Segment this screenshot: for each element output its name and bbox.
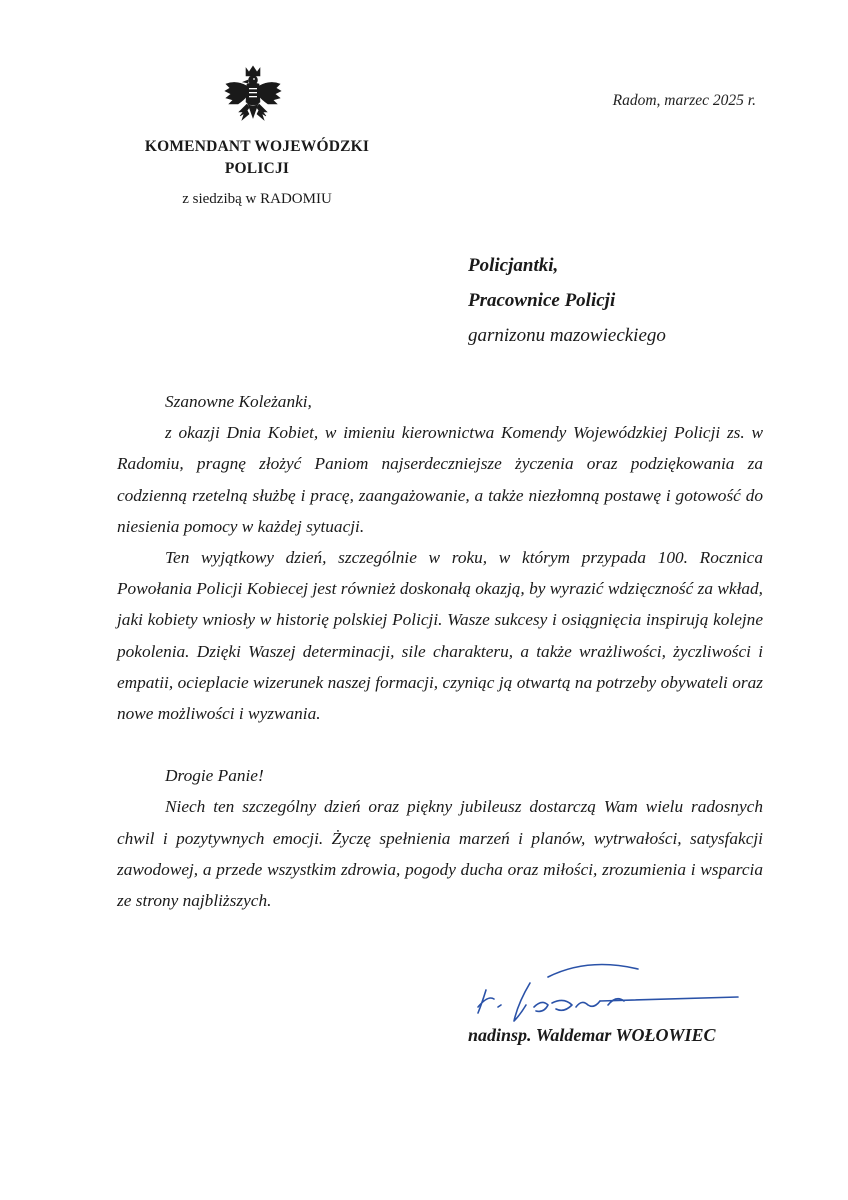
- addressee-line-1: Policjantki,: [468, 255, 559, 276]
- signer-name: nadinsp. Waldemar WOŁOWIEC: [468, 1025, 716, 1045]
- addressee-line-3: garnizonu mazowieckiego: [468, 325, 666, 346]
- polish-eagle-icon: [222, 64, 284, 132]
- issuer-subtitle: z siedzibą w RADOMIU: [182, 191, 332, 207]
- addressee-line-2: Pracownice Policji: [468, 290, 616, 311]
- salutation-2: Drogie Panie!: [165, 766, 264, 786]
- place-and-date: Radom, marzec 2025 r.: [612, 92, 756, 109]
- letter-body: [117, 386, 763, 916]
- issuer-title: KOMENDANT WOJEWÓDZKI POLICJI: [144, 138, 370, 177]
- handwritten-signature: [468, 955, 758, 1025]
- paragraph-3: Niech ten szczególny dzień oraz piękny jubileusz dostarczą Wam wielu radosnych chwil i pozytywnych emocji. Życzę spełnienia marzeń i planów, wytrwałości, satysfakcji zawodowej, a przede wszystkim zdrowia, pogody ducha oraz miłości, zrozumienia i wsparcia ze strony najbliższych.: [117, 797, 763, 911]
- paragraph-2: Ten wyjątkowy dzień, szczególnie w roku, w którym przypada 100. Rocznica Powołania Policji Kobiecej jest również doskonałą okazją, by wyrazić wdzięczność za wkład, jaki kobiety wniosły w historię polskiej Policji. Wasze sukcesy i osiągnięcia inspirują kolejne pokolenia. Dzięki Waszej determinacji, sile charakteru, a także wrażliwości, życzliwości i empatii, ocieplacie wizerunek naszej formacji, czyniąc ją otwartą na potrzeby obywateli oraz nowe możliwości i wyzwania.: [117, 548, 763, 724]
- salutation: Szanowne Koleżanki,: [165, 392, 312, 411]
- issuer-block: [112, 136, 402, 210]
- paragraph-1: z okazji Dnia Kobiet, w imieniu kierownictwa Komendy Wojewódzkiej Policji zs. w Radomiu, pragnę złożyć Paniom najserdeczniejsze życzenia oraz podziękowania za codzienną rzetelną służbę i pracę, zaangażowanie, a także niezłomną postawę i gotowość do niesienia pomocy w każdej sytuacji.: [117, 423, 763, 536]
- addressee-block: [468, 248, 666, 353]
